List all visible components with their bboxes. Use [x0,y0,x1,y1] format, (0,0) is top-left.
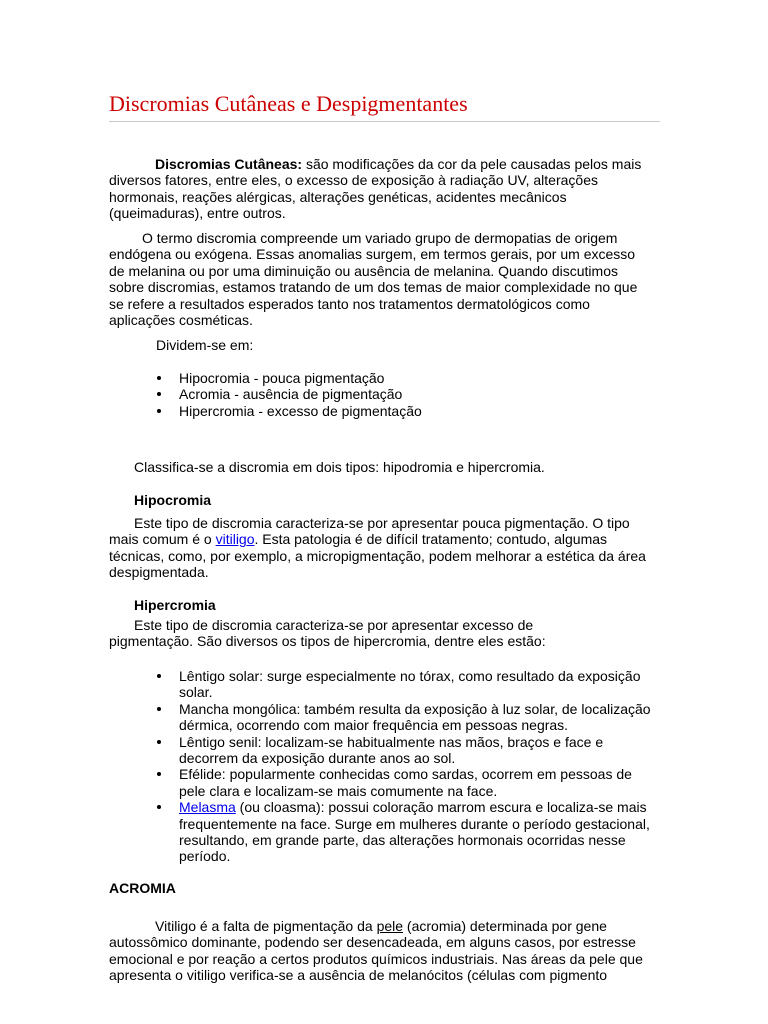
acromia-heading: ACROMIA [109,880,176,896]
hipercromia-heading: Hipercromia [134,597,216,613]
list-item: Hipercromia - excesso de pigmentação [156,403,668,419]
hipercromia-paragraph [109,617,665,650]
list-item: Lêntigo senil: localizam-se habitualmente nas mãos, braços e face e decorrem da exposição durante anos ao sol. [156,734,668,767]
intro-line: (queimaduras), entre outros. [109,205,286,222]
definition-paragraph [109,230,665,328]
hipocromia-heading: Hipocromia [134,492,212,508]
paragraph-line: Este tipo de discromia caracteriza-se por apresentar pouca pigmentação. O tipo [134,515,630,531]
paragraph-line: sobre discromias, estamos tratando de um dos temas de maior complexidade no que [109,279,638,296]
pele-underlined: pele [376,918,404,934]
list-item: Efélide: popularmente conhecidas como sardas, ocorrem em pessoas de pele clara e localizam-se mais comumente na face. [156,766,668,799]
paragraph-line: pigmentação. São diversos os tipos de hipercromia, dentre eles estão: [109,633,546,650]
intro-paragraph [109,156,665,222]
hipocromia-paragraph [109,515,665,581]
list-item: Hipocromia - pouca pigmentação [156,370,668,386]
paragraph-line: O termo discromia compreende um variado grupo de dermopatias de origem [142,230,618,246]
intro-line: são modificações da cor da pele causadas pelos mais [302,156,642,172]
paragraph-line: emocional e por reação a certos produtos químicos industriais. Nas áreas da pele que [109,950,643,967]
list-item: Melasma (ou cloasma): possui coloração marrom escura e localiza-se mais frequentemente na face. Surge em mulheres durante o período gestacional, resultando, em grande parte, das alterações hormonais ocorridas nesse período. [156,799,668,865]
paragraph-line: Este tipo de discromia caracteriza-se por apresentar excesso de [134,617,534,633]
paragraph-line: de melanina ou por uma diminuição ou ausência de melanina. Quando discutimos [109,262,618,279]
types-list [156,370,668,419]
melasma-link[interactable]: Melasma [179,799,236,816]
paragraph-text: mais comum é o [109,531,216,548]
paragraph-line: se refere a resultados esperados tanto nos tratamentos dermatológicos como [109,295,590,312]
classify-text: Classifica-se a discromia em dois tipos: hipodromia e hipercromia. [134,459,545,475]
intro-line: hormonais, reações alérgicas, alterações genéticas, acidentes mecânicos [109,188,567,205]
vitiligo-link[interactable]: vitiligo [215,531,255,548]
divide-label: Dividem-se em: [156,337,254,353]
page-title: Discromias Cutâneas e Despigmentantes [109,91,468,116]
paragraph-line: técnicas, como, por exemplo, a micropigmentação, podem melhorar a estética da área [109,547,646,564]
paragraph-text: . Esta patologia é de difícil tratamento; contudo, algumas [254,531,608,548]
list-item: Acromia - ausência de pigmentação [156,386,668,402]
paragraph-line: endógena ou exógena. Essas anomalias surgem, em termos gerais, por um excesso [109,246,636,263]
paragraph-line: aplicações cosméticas. [109,312,253,329]
intro-line: diversos fatores, entre eles, o excesso de exposição à radiação UV, alterações [109,172,598,189]
hipercromia-list [156,668,668,865]
paragraph-line: apresenta o vitiligo verifica-se a ausência de melanócitos (células com pigmento [109,967,608,984]
acromia-paragraph: Vitiligo é a falta de pigmentação da pele (acromia) determinada por gene autossômico dominante, podendo ser desencadeada, em alguns casos, por estresse emocional e por reação a certos produtos químicos industriais. Nas áreas da pele que apresenta o vitiligo verifica-se a ausência de melanócitos (células com pigmento [109,918,665,984]
intro-term: Discromias Cutâneas: [155,156,303,172]
paragraph-line: autossômico dominante, podendo ser desencadeada, em alguns casos, por estresse [109,934,636,951]
list-item: Mancha mongólica: também resulta da exposição à luz solar, de localização dérmica, ocorrendo com maior frequência em pessoas negras. [156,701,668,734]
paragraph-line: despigmentada. [109,564,209,581]
title-divider [109,121,660,122]
list-item: Lêntigo solar: surge especialmente no tórax, como resultado da exposição solar. [156,668,668,701]
